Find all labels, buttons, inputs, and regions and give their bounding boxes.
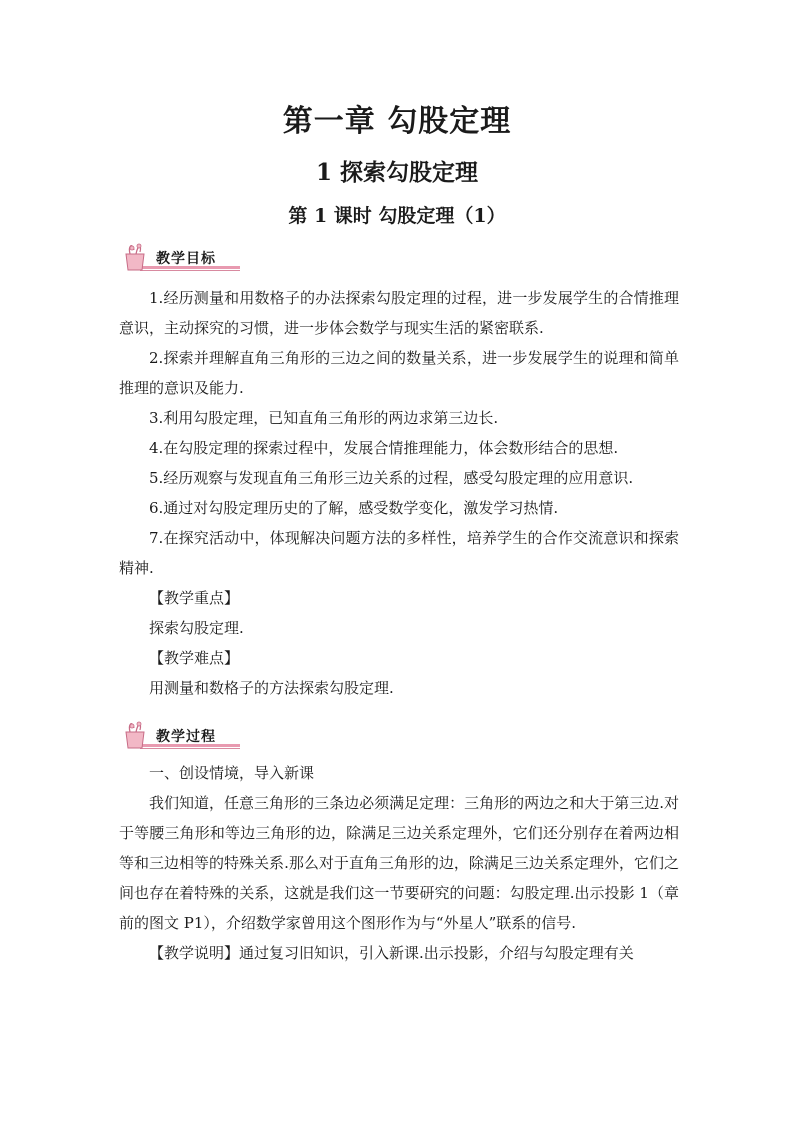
goal-item: 1.经历测量和用数格子的办法探索勾股定理的过程，进一步发展学生的合情推理意识，主动探究的习惯，进一步体会数学与现实生活的紧密联系. (119, 289, 679, 337)
process-badge-label: 教学过程 (156, 729, 216, 745)
goal-item: 3.利用勾股定理，已知直角三角形的两边求第三边长. (149, 409, 499, 427)
goal-item: 5.经历观察与发现直角三角形三边关系的过程，感受勾股定理的应用意识. (149, 469, 634, 487)
goals-badge (118, 240, 242, 274)
chapter-title: 第一章 勾股定理 (282, 104, 512, 139)
goal-item: 6.通过对勾股定理历史的了解，感受数学变化，激发学习热情. (149, 499, 559, 517)
process-section (119, 758, 679, 968)
goal-item: 2.探索并理解直角三角形的三边之间的数量关系，进一步发展学生的说理和简单推理的意识及能力. (119, 349, 679, 397)
section-title: 1 探索勾股定理 (315, 159, 478, 186)
goal-item: 7.在探究活动中，体现解决问题方法的多样性，培养学生的合作交流意识和探索精神. (119, 529, 679, 577)
goal-item: 4.在勾股定理的探索过程中，发展合情推理能力，体会数形结合的思想. (149, 439, 619, 457)
step-heading: 一、创设情境，导入新课 (149, 764, 315, 782)
difficulty-text: 用测量和数格子的方法探索勾股定理. (149, 679, 394, 697)
goals-section (119, 283, 679, 703)
key-points-text: 探索勾股定理. (149, 619, 244, 637)
difficulty-heading: 【教学难点】 (149, 649, 240, 667)
process-badge (118, 718, 242, 752)
lesson-title: 第 1 课时 勾股定理（1） (288, 205, 506, 227)
teaching-note: 【教学说明】通过复习旧知识，引入新课.出示投影，介绍与勾股定理有关 (149, 944, 634, 962)
intro-paragraph: 我们知道，任意三角形的三条边必须满足定理：三角形的两边之和大于第三边.对于等腰三角形和等边三角形的边，除满足三边关系定理外，它们还分别存在着两边相等和三边相等的特殊关系.那么对于直角三角形的边，除满足三边关系定理外，它们之间也存在着特殊的关系，这就是我们这一节要研究的问题：勾股定理.出示投影 1（章前的图文 P1），介绍数学家曾用这个图形作为与“外星人”联系的信号. (119, 794, 679, 932)
key-points-heading: 【教学重点】 (149, 589, 240, 607)
goals-badge-label: 教学目标 (156, 251, 216, 267)
